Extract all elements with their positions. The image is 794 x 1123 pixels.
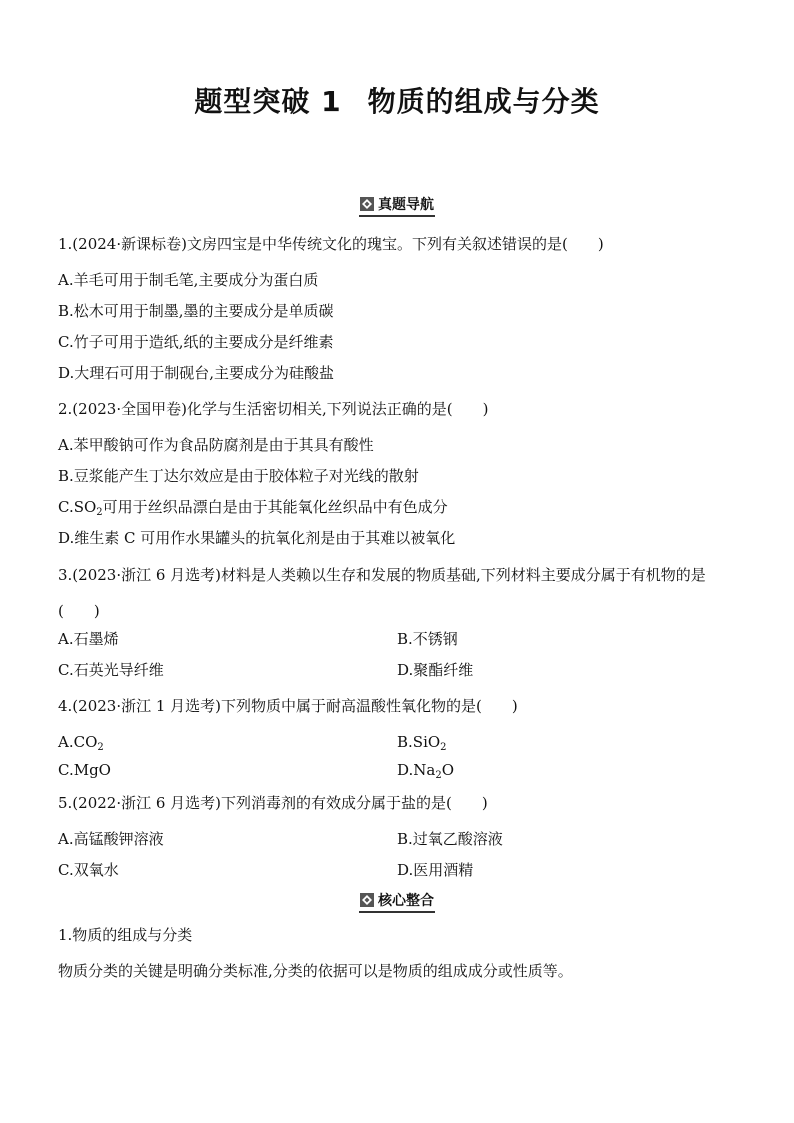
section-title: 真题导航 [378, 197, 434, 213]
question-2-option-c [58, 497, 448, 517]
question-3-paren: ( ) [58, 602, 100, 620]
question-2-stem: 2.(2023·全国甲卷)化学与生活密切相关,下列说法正确的是( ) [58, 400, 489, 418]
question-1-option-b: B.松木可用于制墨,墨的主要成分是单质碳 [58, 302, 334, 320]
core-heading: 1.物质的组成与分类 [58, 926, 193, 944]
formula-subscript: 2 [435, 770, 442, 781]
section-header-box [359, 890, 435, 913]
formula-text: O [441, 761, 455, 779]
question-2-option-a: A.苯甲酸钠可作为食品防腐剂是由于其具有酸性 [58, 436, 374, 454]
page-title [0, 80, 794, 120]
question-4-option-a [58, 732, 104, 752]
question-3-option-b: B.不锈钢 [397, 630, 458, 648]
section-header-core [0, 890, 794, 913]
question-4-option-d [397, 760, 454, 780]
question-4-option-c: C.MgO [58, 761, 111, 779]
question-5-option-d: D.医用酒精 [397, 861, 474, 879]
question-4-option-b [397, 732, 447, 752]
question-5-option-a: A.高锰酸钾溶液 [58, 830, 164, 848]
question-5-stem: 5.(2022·浙江 6 月选考)下列消毒剂的有效成分属于盐的是( ) [58, 794, 488, 812]
question-3-option-a: A.石墨烯 [58, 630, 119, 648]
title-part2: 物质的组成与分类 [367, 85, 600, 118]
question-1-option-d: D.大理石可用于制砚台,主要成分为硅酸盐 [58, 364, 335, 382]
question-3-option-d: D.聚酯纤维 [397, 661, 474, 679]
question-4-stem: 4.(2023·浙江 1 月选考)下列物质中属于耐高温酸性氧化物的是( ) [58, 697, 518, 715]
formula-subscript: 2 [440, 742, 447, 753]
formula-text: D.Na [397, 761, 436, 779]
formula-subscript: 2 [96, 507, 103, 518]
option-text: 可用于丝织品漂白是由于其能氧化丝织品中有色成分 [102, 498, 448, 516]
question-3-option-c: C.石英光导纤维 [58, 661, 164, 679]
diamond-icon [360, 893, 374, 907]
diamond-icon [360, 197, 374, 211]
question-2-option-b: B.豆浆能产生丁达尔效应是由于胶体粒子对光线的散射 [58, 467, 419, 485]
title-part1: 题型突破 1 [194, 85, 342, 118]
core-paragraph: 物质分类的关键是明确分类标准,分类的依据可以是物质的组成成分或性质等。 [58, 962, 573, 980]
question-5-option-c: C.双氧水 [58, 861, 119, 879]
formula-text: C.SO [58, 498, 97, 516]
formula-subscript: 2 [97, 742, 104, 753]
question-1-option-c: C.竹子可用于造纸,纸的主要成分是纤维素 [58, 333, 334, 351]
question-2-option-d: D.维生素 C 可用作水果罐头的抗氧化剂是由于其难以被氧化 [58, 529, 456, 547]
section-header-box [359, 194, 435, 217]
section-header-real-exam [0, 194, 794, 217]
question-3-stem: 3.(2023·浙江 6 月选考)材料是人类赖以生存和发展的物质基础,下列材料主要成分属于有机物的是 [58, 566, 706, 584]
question-1-option-a: A.羊毛可用于制毛笔,主要成分为蛋白质 [58, 271, 319, 289]
formula-text: A.CO [58, 733, 98, 751]
formula-text: B.SiO [397, 733, 441, 751]
question-1-stem: 1.(2024·新课标卷)文房四宝是中华传统文化的瑰宝。下列有关叙述错误的是( ) [58, 235, 604, 253]
question-5-option-b: B.过氧乙酸溶液 [397, 830, 503, 848]
section-title: 核心整合 [378, 893, 434, 909]
